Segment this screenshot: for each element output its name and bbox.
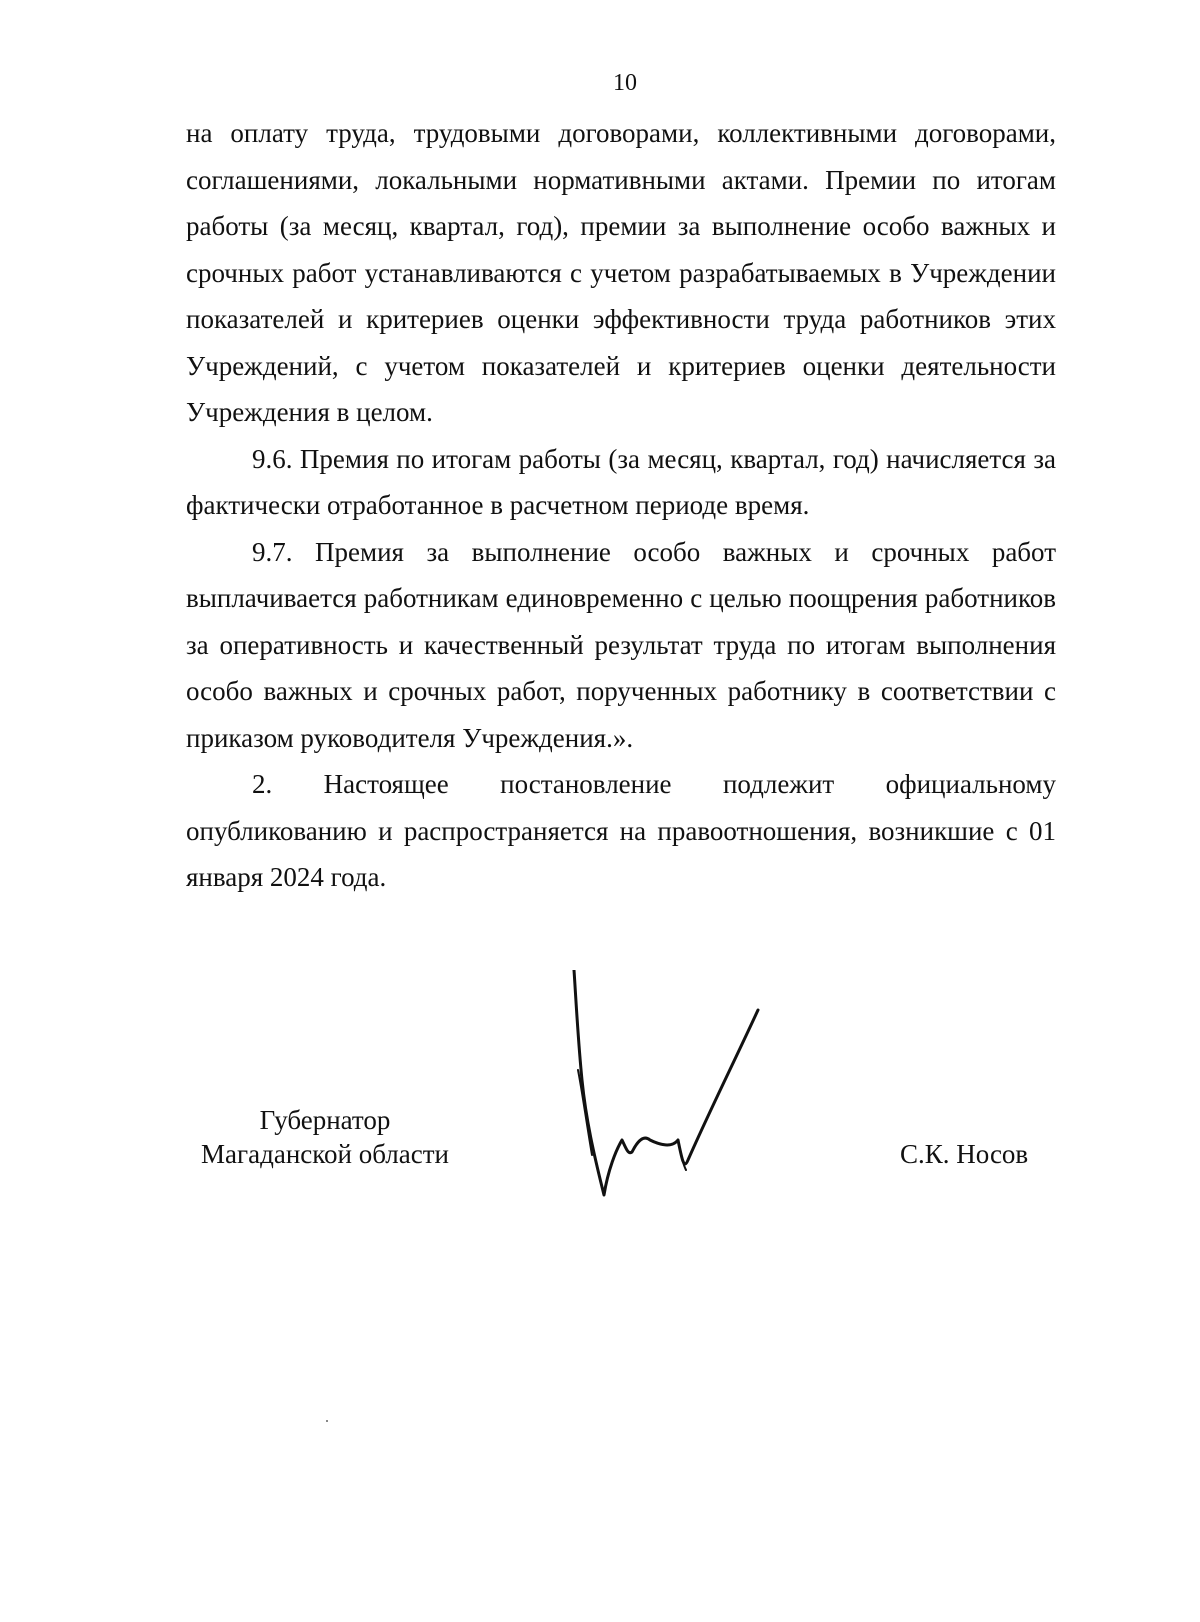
position-line-1: Губернатор [259,1105,391,1135]
paragraph-continuation: на оплату труда, трудовыми договорами, коллективными договорами, соглашениями, локальными нормативными актами. Премии по итогам работы (за месяц, квартал, год), премии за выполнение особо важных и срочных работ устанавливаются с учетом разрабатываемых в Учреждении показателей и критериев оценки эффективности труда работников этих Учреждений, с учетом показателей и критериев оценки деятельности Учреждения в целом. [186,118,1056,427]
page-number: 10 [613,70,637,96]
paragraph-9-6: 9.6. Премия по итогам работы (за месяц, квартал, год) начисляется за фактически отработанное в расчетном периоде время. [186,443,1056,520]
scan-artifact [326,1420,328,1422]
handwritten-signature [560,970,800,1205]
paragraph-9-7: 9.7. Премия за выполнение особо важных и срочных работ выплачивается работникам единовременно с целью поощрения работников за оперативность и качественный результат труда по итогам выполнения особо важных и срочных работ, порученных работнику в соответствии с приказом руководителя Учреждения.». [186,536,1056,753]
position-line-2: Магаданской области [201,1139,449,1169]
signatory-name: С.К. Носов [900,1139,1029,1169]
document-body [186,110,1056,901]
paragraph-2: 2. Настоящее постановление подлежит официальному опубликованию и распространяется на правоотношения, возникшие с 01 января 2024 года. [186,769,1056,892]
signatory-position [180,1103,470,1171]
